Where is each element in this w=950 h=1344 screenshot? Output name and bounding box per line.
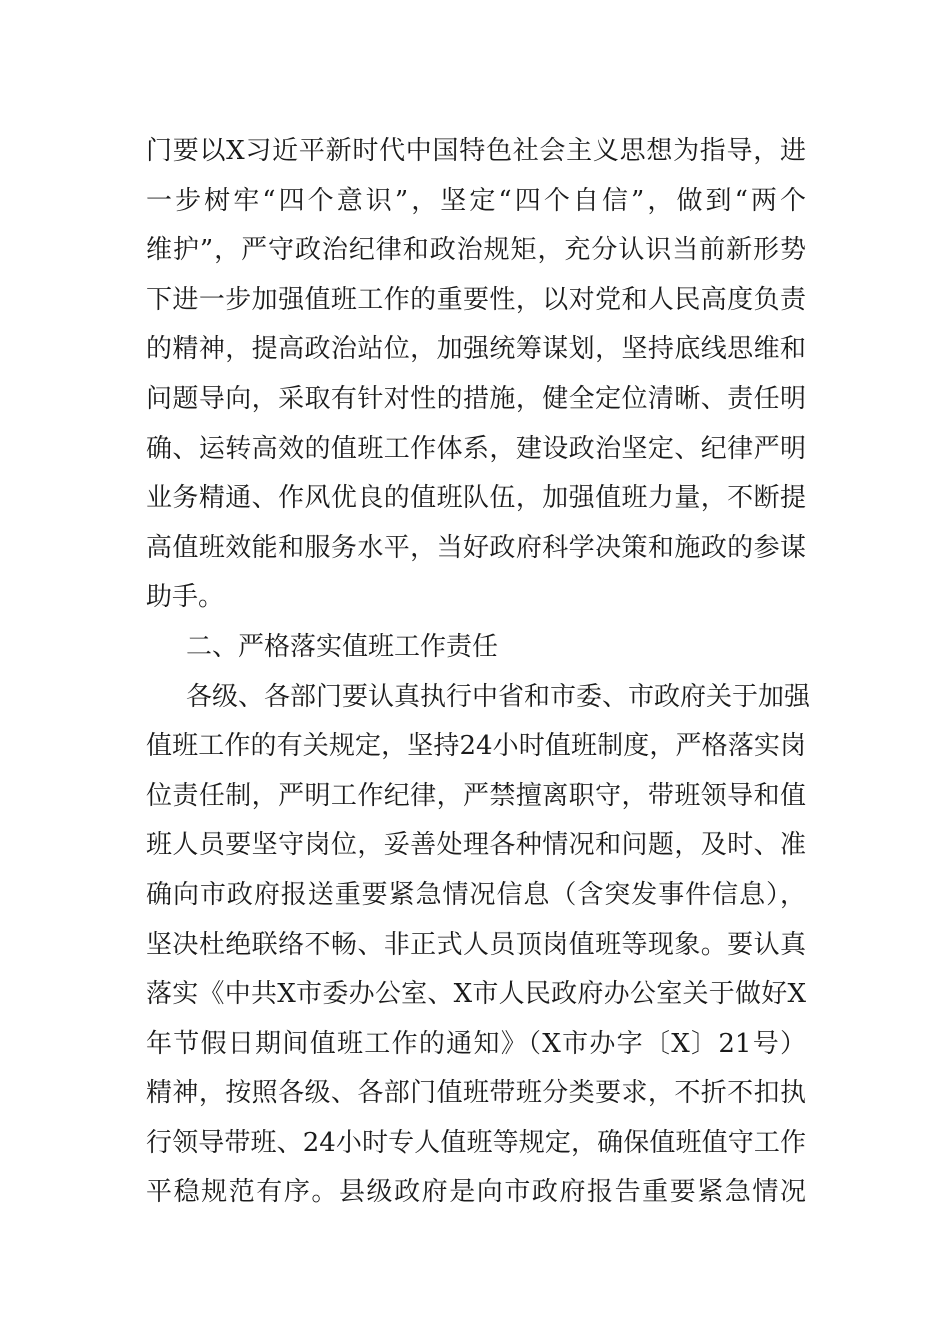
paragraph-line: 精神，按照各级、各部门值班带班分类要求，不折不扣执 bbox=[146, 1078, 806, 1109]
paragraph-line: 一步树牢“四个意识”，坚定“四个自信”，做到“两个 bbox=[146, 185, 806, 216]
paragraph-line: 年节假日期间值班工作的通知》（X市办字〔X〕21号） bbox=[146, 1028, 806, 1059]
paragraph-line: 班人员要坚守岗位，妥善处理各种情况和问题，及时、准 bbox=[146, 830, 806, 861]
paragraph-line: 平稳规范有序。县级政府是向市政府报告重要紧急情况 bbox=[146, 1177, 806, 1208]
paragraph-line: 确、运转高效的值班工作体系，建设政治坚定、纪律严明 bbox=[146, 433, 806, 464]
paragraph-line: 各级、各部门要认真执行中省和市委、市政府关于加强 bbox=[186, 681, 811, 712]
paragraph-line: 门要以X习近平新时代中国特色社会主义思想为指导，进 bbox=[146, 136, 806, 166]
paragraph-line: 确向市政府报送重要紧急情况信息（含突发事件信息）， bbox=[146, 879, 806, 910]
paragraph-line: 业务精通、作风优良的值班队伍，加强值班力量，不断提 bbox=[146, 483, 806, 514]
paragraph-line: 下进一步加强值班工作的重要性，以对党和人民高度负责 bbox=[146, 284, 806, 315]
paragraph-line: 问题导向，采取有针对性的措施，健全定位清晰、责任明 bbox=[146, 383, 806, 414]
paragraph-line: 维护”，严守政治纪律和政治规矩，充分认识当前新形势 bbox=[146, 235, 806, 266]
section-heading: 二、严格落实值班工作责任 bbox=[186, 631, 499, 662]
paragraph-line: 位责任制，严明工作纪律，严禁擅离职守，带班领导和值 bbox=[146, 780, 806, 811]
paragraph-line: 落实《中共X市委办公室、X市人民政府办公室关于做好X bbox=[146, 979, 806, 1010]
paragraph-line: 坚决杜绝联络不畅、非正式人员顶岗值班等现象。要认真 bbox=[146, 929, 806, 960]
paragraph-line: 值班工作的有关规定，坚持24小时值班制度，严格落实岗 bbox=[146, 731, 806, 762]
document-body bbox=[146, 127, 811, 1218]
paragraph-line: 助手。 bbox=[146, 582, 225, 613]
paragraph-line: 行领导带班、24小时专人值班等规定，确保值班值守工作 bbox=[146, 1127, 806, 1158]
paragraph-line: 高值班效能和服务水平，当好政府科学决策和施政的参谋 bbox=[146, 532, 806, 563]
paragraph-line: 的精神，提高政治站位，加强统筹谋划，坚持底线思维和 bbox=[146, 334, 806, 365]
